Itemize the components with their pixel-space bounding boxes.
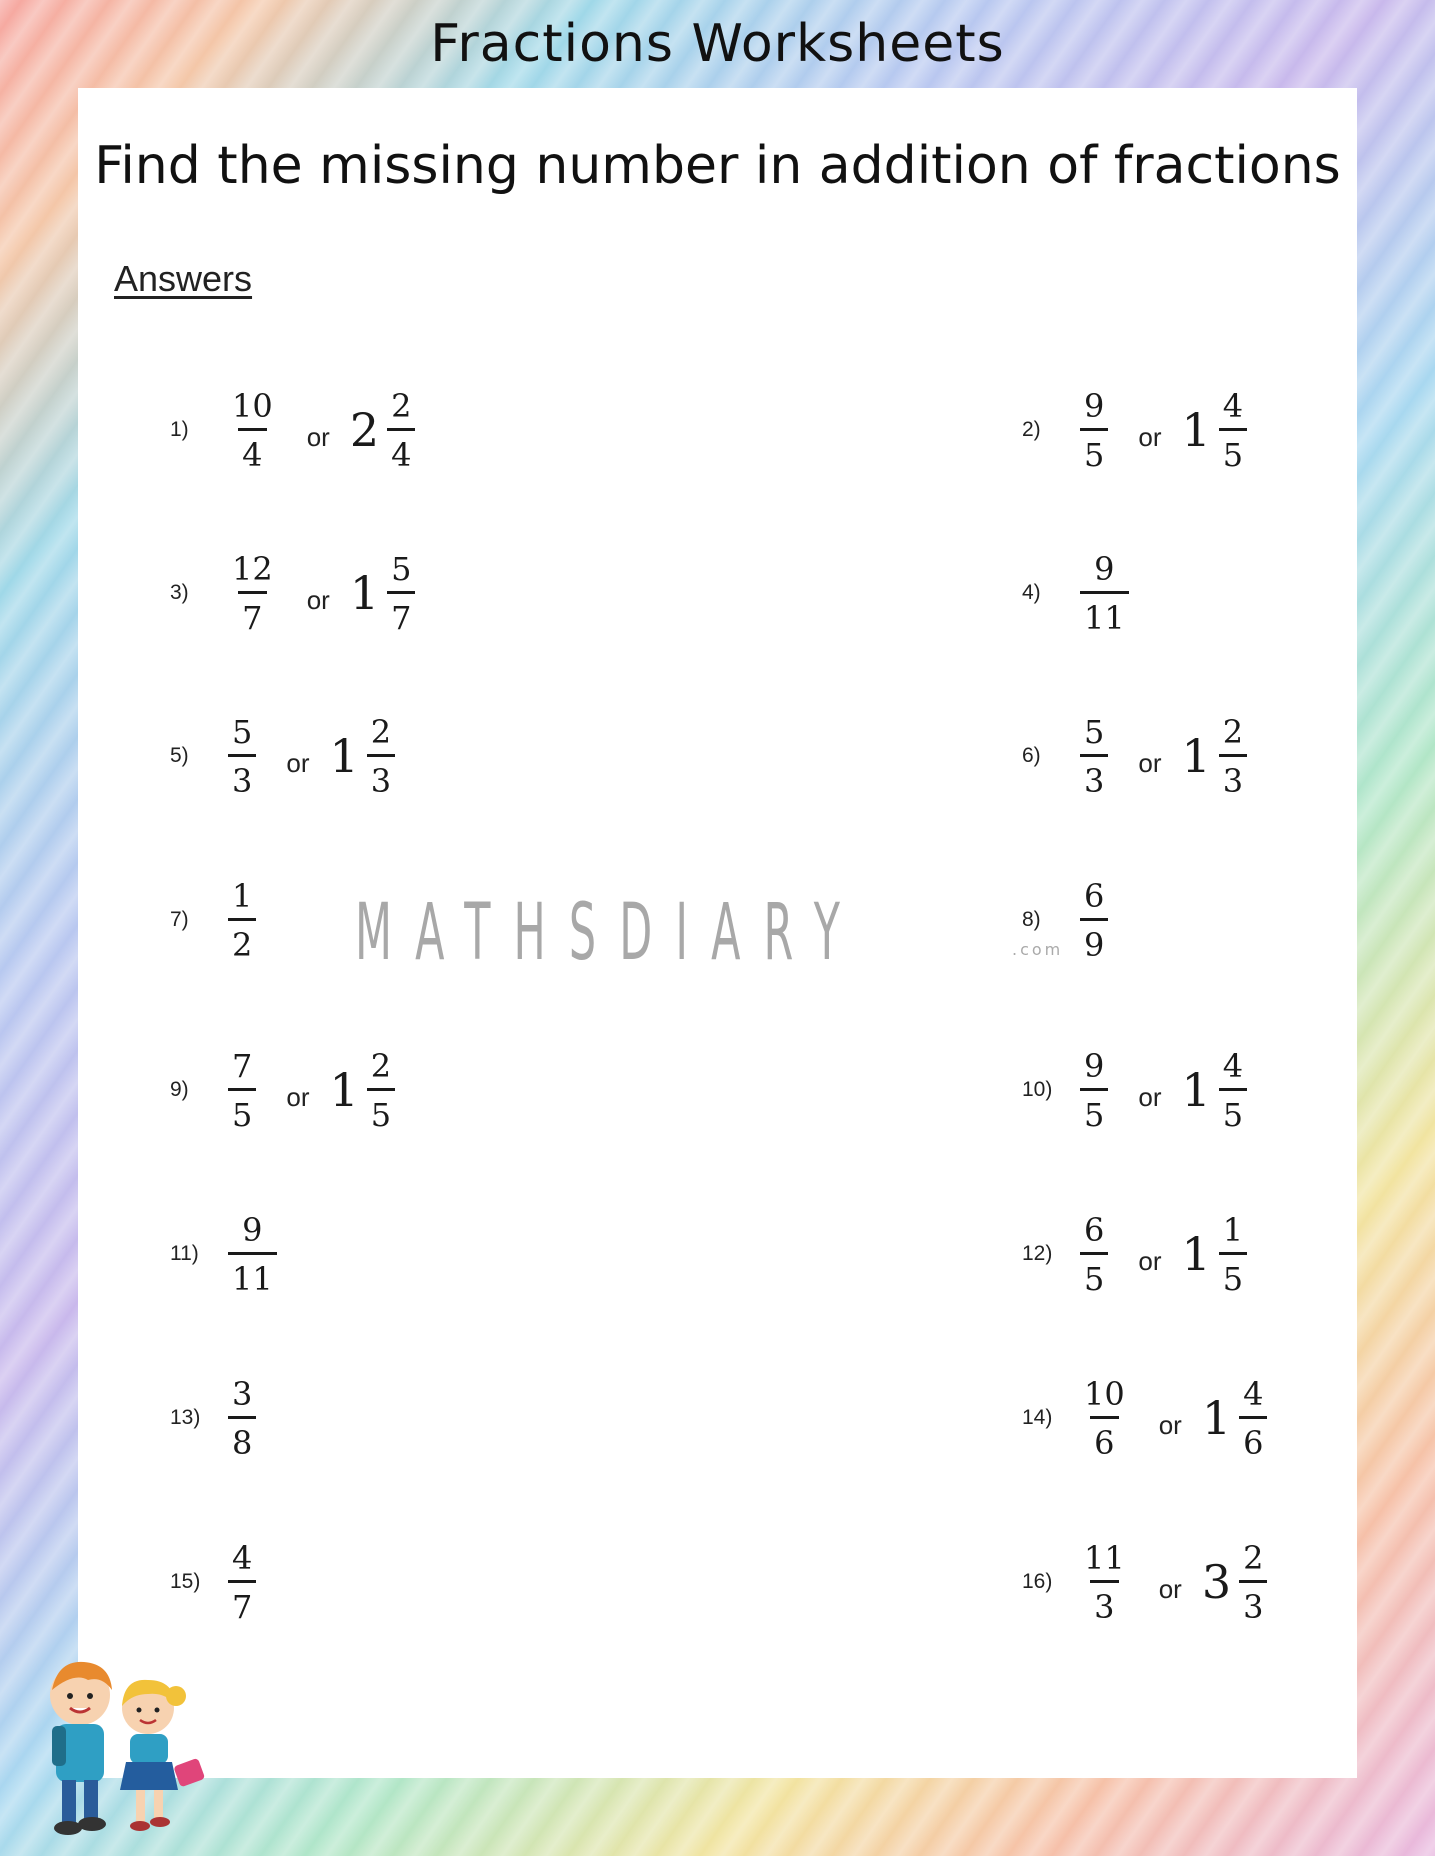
mixed-fraction: $\frac{4}{6}$ (1239, 1378, 1267, 1459)
problem-13 (170, 1368, 256, 1468)
or-text: or (1138, 421, 1162, 452)
problem-number: 11) (170, 1242, 199, 1265)
mixed-whole: 1 (1201, 1391, 1232, 1445)
mixed-whole: 3 (1201, 1555, 1232, 1609)
or-text: or (1158, 1573, 1182, 1604)
mixed-whole: 1 (1181, 403, 1211, 457)
problem-number: 16) (1022, 1570, 1053, 1593)
answer-fraction: $\frac{9}{5}$ (1080, 1050, 1108, 1131)
answer-fraction: $\frac{9}{11}$ (1080, 553, 1129, 634)
problem-number: 2) (1022, 418, 1041, 441)
mixed-fraction: $\frac{2}{3}$ (367, 716, 395, 797)
mixed-whole: 1 (329, 729, 359, 783)
or-text: or (1138, 1245, 1162, 1276)
problem-16 (1022, 1532, 1267, 1632)
answer-fraction: $\frac{5}{3}$ (228, 716, 256, 797)
worksheet-subtitle: Find the missing number in addition of fractions (94, 136, 1341, 196)
mixed-whole: 2 (349, 403, 380, 457)
answer-fraction: $\frac{7}{5}$ (228, 1050, 256, 1131)
problem-5 (170, 706, 395, 806)
problem-number: 5) (170, 744, 189, 767)
problem-number: 1) (170, 418, 189, 441)
mixed-whole: 1 (329, 1063, 359, 1117)
kids-icon (18, 1650, 218, 1850)
problem-number: 10) (1022, 1078, 1053, 1101)
mixed-fraction: $\frac{4}{5}$ (1219, 1050, 1247, 1131)
problem-number: 14) (1022, 1406, 1053, 1429)
problem-number: 15) (170, 1570, 201, 1593)
watermark: MATHSDIARY (355, 888, 864, 978)
problem-14 (1022, 1368, 1267, 1468)
or-text: or (306, 421, 330, 452)
answer-fraction: $\frac{12}{7}$ (232, 549, 273, 637)
problem-number: 7) (170, 908, 189, 931)
mixed-whole: 1 (349, 566, 380, 620)
problem-number: 6) (1022, 744, 1041, 767)
or-text: or (1158, 1409, 1182, 1440)
problem-number: 9) (170, 1078, 189, 1101)
answer-fraction: $\frac{6}{9}$ (1080, 880, 1108, 961)
answer-fraction: $\frac{3}{8}$ (228, 1378, 256, 1459)
problem-3 (170, 543, 415, 643)
mixed-whole: 1 (1181, 1227, 1211, 1281)
answer-fraction: $\frac{10}{4}$ (232, 386, 273, 474)
mixed-fraction: $\frac{2}{4}$ (387, 390, 415, 471)
problem-15 (170, 1532, 256, 1632)
mixed-fraction: $\frac{2}{3}$ (1219, 716, 1247, 797)
mixed-fraction: $\frac{5}{7}$ (387, 553, 415, 634)
mixed-fraction: $\frac{4}{5}$ (1219, 390, 1247, 471)
answer-fraction: $\frac{9}{11}$ (228, 1214, 277, 1295)
answer-fraction: $\frac{1}{2}$ (228, 880, 256, 961)
answer-fraction: $\frac{10}{6}$ (1084, 1374, 1125, 1462)
problem-number: 12) (1022, 1242, 1053, 1265)
problem-9 (170, 1040, 395, 1140)
problem-number: 13) (170, 1406, 201, 1429)
mixed-whole: 1 (1181, 729, 1211, 783)
mixed-whole: 1 (1181, 1063, 1211, 1117)
or-text: or (286, 1081, 310, 1112)
answer-fraction: $\frac{9}{5}$ (1080, 390, 1108, 471)
problem-number: 4) (1022, 581, 1041, 604)
mixed-fraction: $\frac{2}{5}$ (367, 1050, 395, 1131)
answers-heading: Answers (114, 258, 253, 299)
problem-12 (1022, 1204, 1247, 1304)
answer-fraction: $\frac{5}{3}$ (1080, 716, 1108, 797)
problem-10 (1022, 1040, 1247, 1140)
or-text: or (306, 584, 330, 615)
problem-number: 8) (1022, 908, 1041, 931)
problem-7 (170, 870, 256, 970)
or-text: or (1138, 747, 1162, 778)
answer-fraction: $\frac{11}{3}$ (1084, 1538, 1125, 1626)
problem-6 (1022, 706, 1247, 806)
problem-2 (1022, 380, 1247, 480)
or-text: or (1138, 1081, 1162, 1112)
answer-fraction: $\frac{6}{5}$ (1080, 1214, 1108, 1295)
page-title: Fractions Worksheets (430, 14, 1005, 74)
problem-1 (170, 380, 415, 480)
mixed-fraction: $\frac{2}{3}$ (1239, 1542, 1267, 1623)
problem-4 (1022, 543, 1129, 643)
watermark-suffix: .com (1012, 940, 1064, 959)
mixed-fraction: $\frac{1}{5}$ (1219, 1214, 1247, 1295)
problem-11 (170, 1204, 277, 1304)
answer-fraction: $\frac{4}{7}$ (228, 1542, 256, 1623)
problem-number: 3) (170, 581, 189, 604)
problem-8 (1022, 870, 1108, 970)
or-text: or (286, 747, 310, 778)
